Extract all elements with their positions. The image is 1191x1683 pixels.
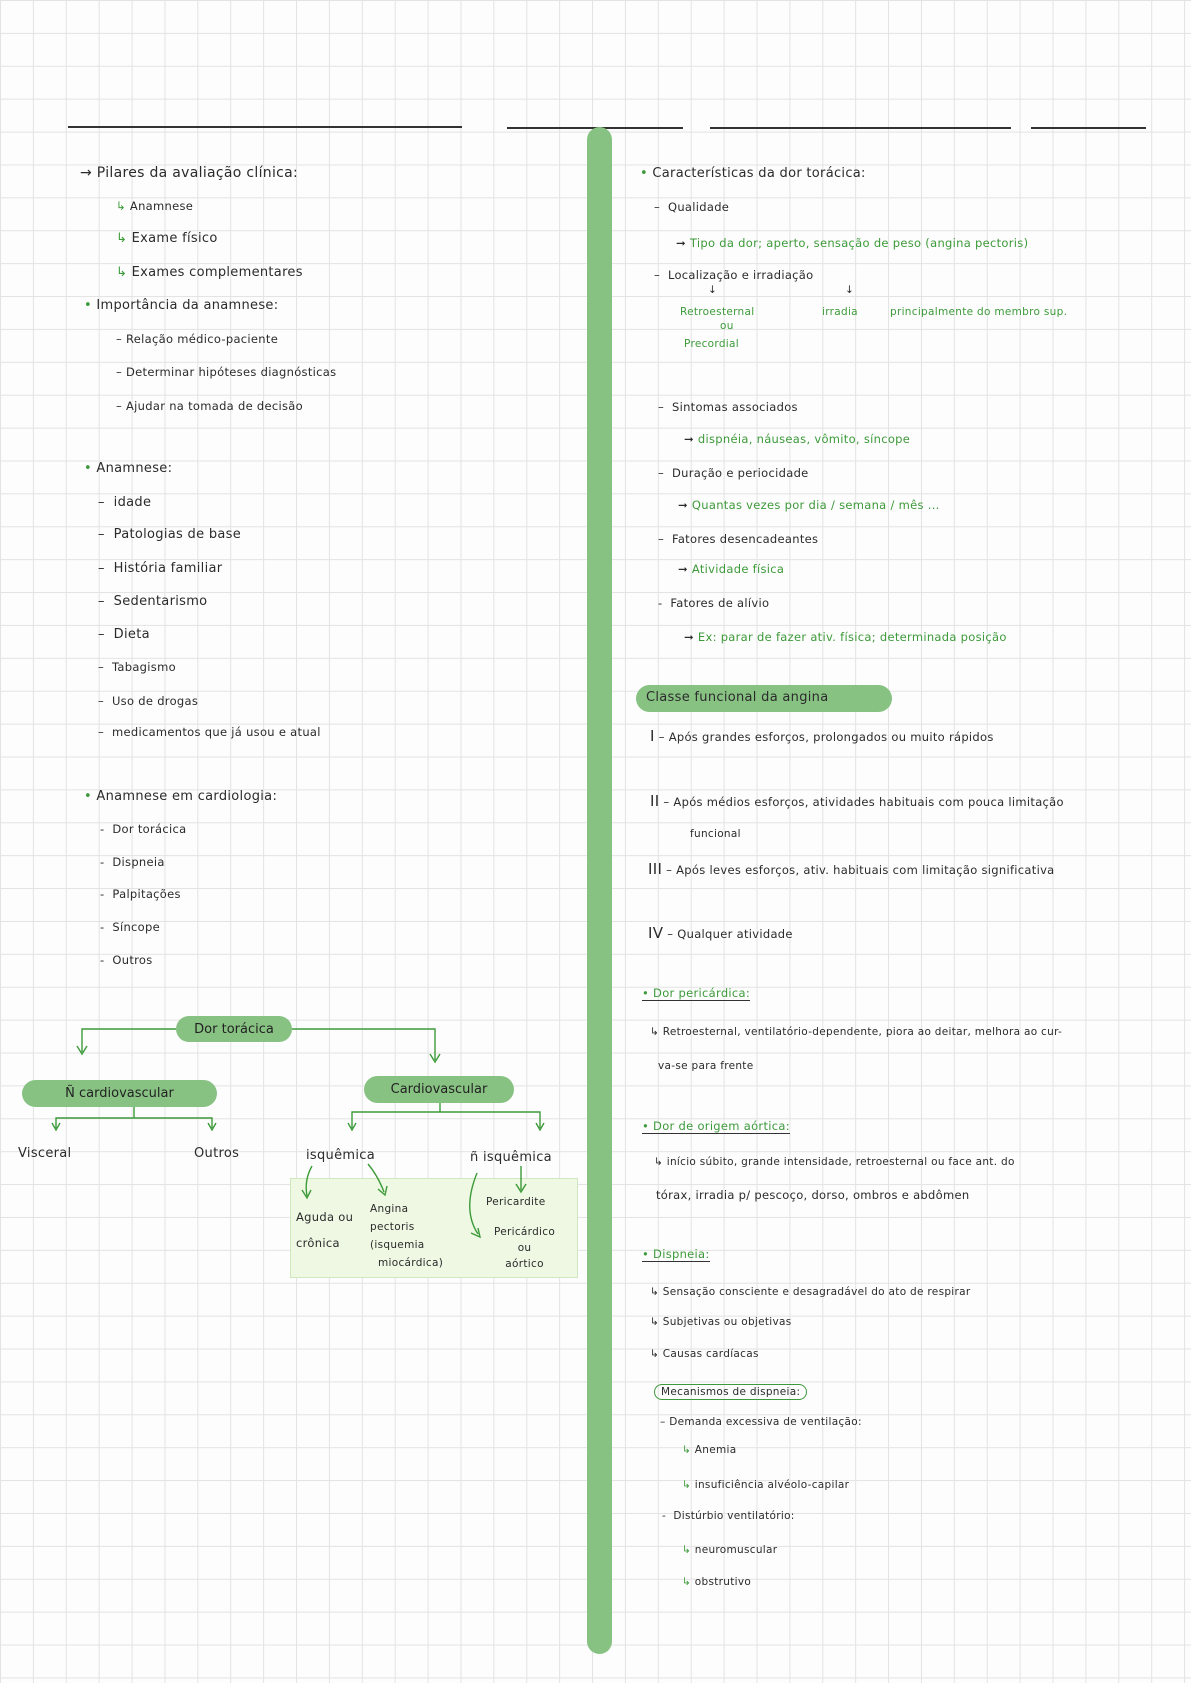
duracao-label: – Duração e periocidade: [658, 466, 809, 480]
duracao-detail: ➞ Quantas vezes por dia / semana / mês ...: [678, 498, 940, 512]
classe-num-4: IV: [648, 924, 664, 942]
disturbio-item-1: ↳ neuromuscular: [682, 1544, 778, 1556]
aortica-line-2: tórax, irradia p/ pescoço, dorso, ombros e abdômen: [656, 1188, 970, 1202]
pericardico-aortico-label: [494, 1224, 555, 1272]
localizacao-arrow-1: ↓: [708, 284, 718, 296]
qualidade-detail: ➞ Tipo da dor; aperto, sensação de peso (angina pectoris): [676, 236, 1029, 250]
angina-pectoris-label: [370, 1200, 443, 1272]
dispneia-title: • Dispneia:: [642, 1247, 710, 1261]
header-line-3: [710, 127, 1011, 129]
pilares-item-3: ↳ Exames complementares: [116, 265, 303, 280]
dor-toracica-node: Dor torácica: [176, 1016, 292, 1042]
dispneia-item-1: ↳ Sensação consciente e desagradável do ato de respirar: [650, 1286, 971, 1298]
aguda-line-1: Aguda ou: [296, 1210, 354, 1224]
cardiologia-item-2: - Dispneia: [100, 855, 165, 869]
precordial-label: Precordial: [684, 338, 739, 350]
aortica-title: • Dor de origem aórtica:: [642, 1119, 790, 1133]
caracteristicas-title: • Características da dor torácica:: [640, 166, 866, 181]
anamnese-title: • Anamnese:: [84, 461, 173, 476]
classe-text-1: Após grandes esforços, prolongados ou muito rápidos: [668, 730, 994, 744]
demanda-label: – Demanda excessiva de ventilação:: [660, 1416, 862, 1428]
importancia-item-3: – Ajudar na tomada de decisão: [116, 399, 303, 413]
anamnese-item-3: – História familiar: [98, 561, 223, 576]
cardiologia-title: • Anamnese em cardiologia:: [84, 789, 278, 804]
header-line-1: [68, 126, 462, 128]
demanda-item-1: ↳ Anemia: [682, 1444, 737, 1456]
anamnese-item-7: – Uso de drogas: [98, 694, 199, 708]
demanda-item-2: ↳ insuficiência alvéolo-capilar: [682, 1479, 850, 1491]
alivio-label: - Fatores de alívio: [658, 596, 770, 610]
irradia-label: irradia: [822, 306, 858, 318]
anamnese-item-6: – Tabagismo: [98, 660, 176, 674]
isquemica-label: isquêmica: [306, 1148, 375, 1163]
classe-item-4: IV – Qualquer atividade: [648, 924, 793, 942]
anamnese-item-2: – Patologias de base: [98, 527, 242, 542]
anamnese-item-1: – idade: [98, 495, 152, 510]
importancia-item-1: – Relação médico-paciente: [116, 332, 279, 346]
importancia-item-2: – Determinar hipóteses diagnósticas: [116, 365, 337, 379]
classe-title: Classe funcional da angina: [646, 690, 829, 705]
mecanismos-title: Mecanismos de dispneia:: [654, 1384, 807, 1400]
classe-text-4: Qualquer atividade: [677, 927, 793, 941]
retroesternal-label: Retroesternal: [680, 306, 755, 318]
qualidade-label: – Qualidade: [654, 200, 730, 214]
alivio-detail: ➞ Ex: parar de fazer ativ. física; determinada posição: [684, 630, 1007, 644]
peri-line-2: ou: [517, 1242, 532, 1254]
pericardica-title: • Dor pericárdica:: [642, 986, 751, 1000]
angina-line-4: miocárdica): [378, 1257, 444, 1269]
disturbio-label: - Distúrbio ventilatório:: [662, 1510, 795, 1522]
pericardica-line-2: va-se para frente: [658, 1060, 754, 1072]
visceral-label: Visceral: [18, 1146, 72, 1161]
localizacao-label: – Localização e irradiação: [654, 268, 814, 282]
cardiologia-item-3: - Palpitações: [100, 887, 181, 901]
classe-num-3: III: [648, 860, 663, 878]
classe-item-2: II – Após médios esforços, atividades habituais com pouca limitação: [650, 792, 1064, 810]
anamnese-item-5: – Dieta: [98, 627, 150, 642]
angina-line-1: Angina: [370, 1203, 409, 1215]
aortica-line-1: ↳ início súbito, grande intensidade, retroesternal ou face ant. do: [654, 1156, 1015, 1168]
importancia-title: • Importância da anamnese:: [84, 298, 279, 313]
peri-line-3: aórtico: [505, 1258, 544, 1270]
classe-text-2: Após médios esforços, atividades habituais com pouca limitação: [673, 795, 1064, 809]
ou-label: ou: [720, 320, 734, 332]
cardiologia-item-4: - Síncope: [100, 920, 160, 934]
angina-line-3: (isquemia: [370, 1239, 425, 1251]
localizacao-arrow-2: ↓: [845, 284, 855, 296]
cardiologia-item-5: - Outros: [100, 953, 153, 967]
column-divider: [587, 127, 612, 1654]
classe-item-3: III – Após leves esforços, ativ. habituais com limitação significativa: [648, 860, 1055, 878]
classe-num-2: II: [650, 792, 660, 810]
nao-isquemica-label: ñ isquêmica: [470, 1150, 552, 1165]
peri-line-1: Pericárdico: [494, 1226, 556, 1238]
desencadeantes-label: – Fatores desencadeantes: [658, 532, 819, 546]
classe-text-3: Após leves esforços, ativ. habituais com limitação significativa: [676, 863, 1055, 877]
dispneia-item-2: ↳ Subjetivas ou objetivas: [650, 1316, 792, 1328]
anamnese-item-8: – medicamentos que já usou e atual: [98, 725, 321, 739]
outros-label: Outros: [194, 1146, 240, 1161]
cardiologia-item-1: - Dor torácica: [100, 822, 187, 836]
cardiovascular-node: Cardiovascular: [364, 1076, 514, 1103]
pericardica-line-1: ↳ Retroesternal, ventilatório-dependente, piora ao deitar, melhora ao cur-: [650, 1026, 1063, 1038]
classe-num-1: I: [650, 727, 655, 745]
pilares-item-1: ↳ Anamnese: [116, 199, 194, 213]
header-line-4: [1031, 127, 1146, 129]
irradia-detail: principalmente do membro sup.: [890, 306, 1068, 318]
pilares-title: → Pilares da avaliação clínica:: [80, 165, 299, 181]
angina-line-2: pectoris: [370, 1221, 415, 1233]
sintomas-detail: ➞ dispnéia, náuseas, vômito, síncope: [684, 432, 911, 446]
aguda-cronica-label: [296, 1204, 353, 1256]
dispneia-item-3: ↳ Causas cardíacas: [650, 1348, 759, 1360]
nao-cardiovascular-node: Ñ cardiovascular: [22, 1080, 217, 1107]
desencadeantes-detail: ➞ Atividade física: [678, 562, 785, 576]
pericardite-label: Pericardite: [486, 1196, 546, 1208]
classe-item-1: I – Após grandes esforços, prolongados ou muito rápidos: [650, 727, 994, 745]
aguda-line-2: crônica: [296, 1236, 340, 1250]
sintomas-label: – Sintomas associados: [658, 400, 798, 414]
classe-item-2-cont: funcional: [690, 828, 741, 840]
disturbio-item-2: ↳ obstrutivo: [682, 1576, 752, 1588]
pilares-item-2: ↳ Exame físico: [116, 231, 218, 246]
anamnese-item-4: – Sedentarismo: [98, 594, 208, 609]
